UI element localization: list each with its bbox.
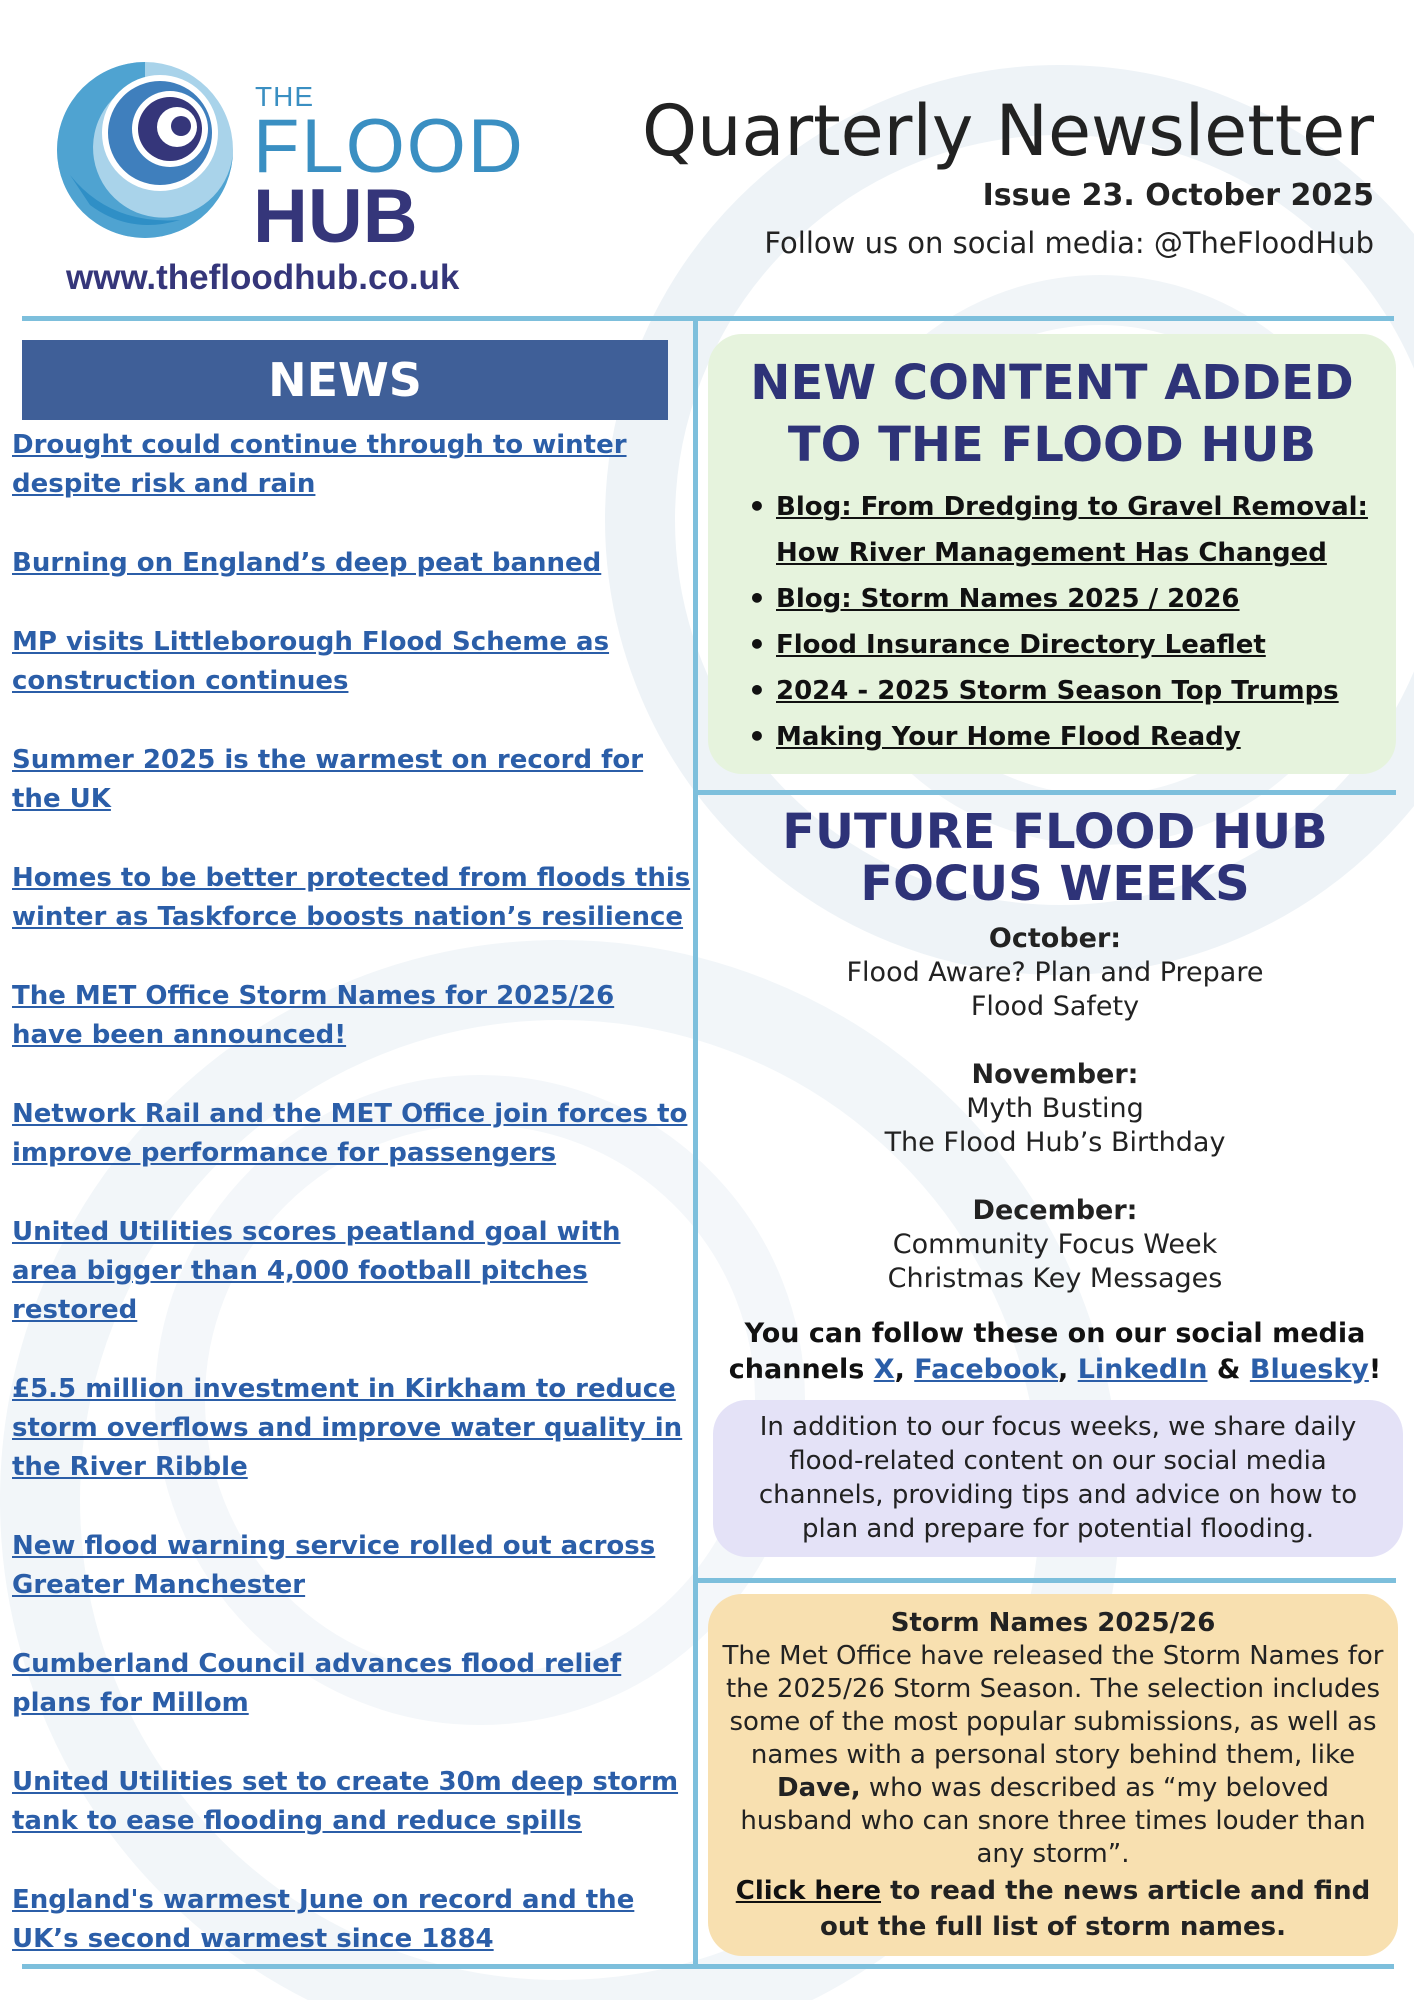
news-link[interactable]: Cumberland Council advances flood relief plans for Millom bbox=[12, 1649, 622, 1718]
storm-body-bold: Dave, bbox=[776, 1773, 861, 1803]
new-content-link[interactable]: Making Your Home Flood Ready bbox=[776, 722, 1241, 752]
storm-names-body bbox=[720, 1640, 1386, 1871]
news-link[interactable]: New flood warning service rolled out across Greater Manchester bbox=[12, 1531, 656, 1600]
right-section-divider-1 bbox=[698, 790, 1396, 795]
news-link[interactable]: MP visits Littleborough Flood Scheme as construction continues bbox=[12, 627, 610, 696]
month-topic: The Flood Hub’s Birthday bbox=[884, 1127, 1226, 1158]
storm-body-text: The Met Office have released the Storm Names for the 2025/26 Storm Season. The selection includes some of the most popular submissions, as well as names with a personal story behind them, like bbox=[722, 1641, 1384, 1770]
new-content-link[interactable]: Flood Insurance Directory Leaflet bbox=[776, 630, 1266, 660]
social-handle: Follow us on social media: @TheFloodHub bbox=[764, 226, 1374, 260]
month-december bbox=[700, 1194, 1410, 1296]
follow-channels-text: channels bbox=[728, 1354, 865, 1385]
new-content-heading-line2: TO THE FLOOD HUB bbox=[787, 417, 1317, 473]
month-november bbox=[700, 1058, 1410, 1160]
news-heading: NEWS bbox=[22, 340, 668, 420]
x-link[interactable]: X bbox=[873, 1354, 895, 1385]
month-topic: Myth Busting bbox=[966, 1093, 1144, 1124]
issue-label: Issue 23. October 2025 bbox=[982, 178, 1374, 213]
news-link[interactable]: Summer 2025 is the warmest on record for the UK bbox=[12, 745, 644, 814]
news-link[interactable]: £5.5 million investment in Kirkham to reduce storm overflows and improve water quality in the River Ribble bbox=[12, 1374, 683, 1482]
month-topic: Flood Aware? Plan and Prepare bbox=[846, 957, 1264, 988]
focus-heading-line1: FUTURE FLOOD HUB bbox=[782, 804, 1328, 860]
follow-line1: You can follow these on our social media bbox=[744, 1318, 1366, 1349]
month-topic: Community Focus Week bbox=[892, 1229, 1218, 1260]
month-topic: Flood Safety bbox=[970, 991, 1140, 1022]
daily-content-text: In addition to our focus weeks, we share daily flood-related content on our social media channels, providing tips and advice on how to plan and prepare for potential flooding. bbox=[758, 1412, 1358, 1544]
news-link[interactable]: United Utilities set to create 30m deep storm tank to ease flooding and reduce spills bbox=[12, 1767, 679, 1836]
news-link[interactable]: England's warmest June on record and the UK’s second warmest since 1884 bbox=[12, 1885, 635, 1954]
page-title: Quarterly Newsletter bbox=[642, 90, 1374, 172]
month-label: December: bbox=[972, 1195, 1138, 1226]
new-content-panel bbox=[708, 334, 1396, 774]
list-item bbox=[748, 714, 1388, 760]
right-section-divider-2 bbox=[698, 1578, 1396, 1583]
news-link[interactable]: United Utilities scores peatland goal with area bigger than 4,000 football pitches restored bbox=[12, 1217, 621, 1325]
focus-weeks-heading bbox=[700, 806, 1410, 910]
list-item bbox=[748, 668, 1388, 714]
wave-logo-icon bbox=[50, 55, 240, 245]
news-link[interactable]: Burning on England’s deep peat banned bbox=[12, 548, 602, 578]
click-here-link[interactable]: Click here bbox=[735, 1876, 882, 1906]
ampersand: & bbox=[1216, 1354, 1241, 1385]
new-content-list bbox=[748, 484, 1388, 760]
storm-cta bbox=[720, 1873, 1386, 1945]
logo-text-hub: HUB bbox=[253, 174, 418, 259]
month-october bbox=[700, 922, 1410, 1024]
new-content-link[interactable]: Blog: Storm Names 2025 / 2026 bbox=[776, 584, 1240, 614]
header-divider bbox=[22, 316, 1394, 321]
column-divider bbox=[693, 318, 698, 1964]
news-list bbox=[12, 426, 692, 1999]
social-follow-text bbox=[700, 1316, 1410, 1388]
news-link[interactable]: Network Rail and the MET Office join forces to improve performance for passengers bbox=[12, 1099, 688, 1168]
bluesky-link[interactable]: Bluesky bbox=[1249, 1354, 1369, 1385]
flood-hub-logo bbox=[50, 55, 530, 259]
storm-body-text-end: who was described as “my beloved husband who can snore three times louder than any storm”. bbox=[740, 1773, 1366, 1869]
storm-names-title: Storm Names 2025/26 bbox=[890, 1608, 1216, 1638]
storm-names-panel bbox=[708, 1594, 1398, 1956]
list-item bbox=[748, 576, 1388, 622]
news-link[interactable]: Drought could continue through to winter despite risk and rain bbox=[12, 430, 627, 499]
daily-content-panel bbox=[713, 1400, 1403, 1557]
logo-text-flood: FLOOD bbox=[253, 104, 525, 189]
new-content-heading bbox=[708, 352, 1396, 476]
follow-line2: channels X, Facebook, LinkedIn & Bluesky! bbox=[728, 1354, 1382, 1385]
focus-heading-line2: FOCUS WEEKS bbox=[860, 856, 1250, 912]
list-item bbox=[748, 622, 1388, 668]
news-link[interactable]: The MET Office Storm Names for 2025/26 have been announced! bbox=[12, 981, 615, 1050]
linkedin-link[interactable]: LinkedIn bbox=[1077, 1354, 1208, 1385]
new-content-link[interactable]: 2024 - 2025 Storm Season Top Trumps bbox=[776, 676, 1339, 706]
storm-cta-text: to read the news article and find out the full list of storm names. bbox=[819, 1876, 1371, 1942]
month-label: November: bbox=[971, 1059, 1139, 1090]
month-label: October: bbox=[988, 923, 1122, 954]
facebook-link[interactable]: Facebook bbox=[914, 1354, 1059, 1385]
new-content-link[interactable]: Blog: From Dredging to Gravel Removal: How River Management Has Changed bbox=[776, 492, 1368, 568]
website-link[interactable]: www.thefloodhub.co.uk bbox=[66, 258, 460, 297]
new-content-heading-line1: NEW CONTENT ADDED bbox=[750, 355, 1354, 411]
logo-text-the: THE bbox=[255, 81, 314, 112]
month-topic: Christmas Key Messages bbox=[887, 1263, 1223, 1294]
news-link[interactable]: Homes to be better protected from floods this winter as Taskforce boosts nation’s resilience bbox=[12, 863, 691, 932]
list-item bbox=[748, 484, 1388, 576]
